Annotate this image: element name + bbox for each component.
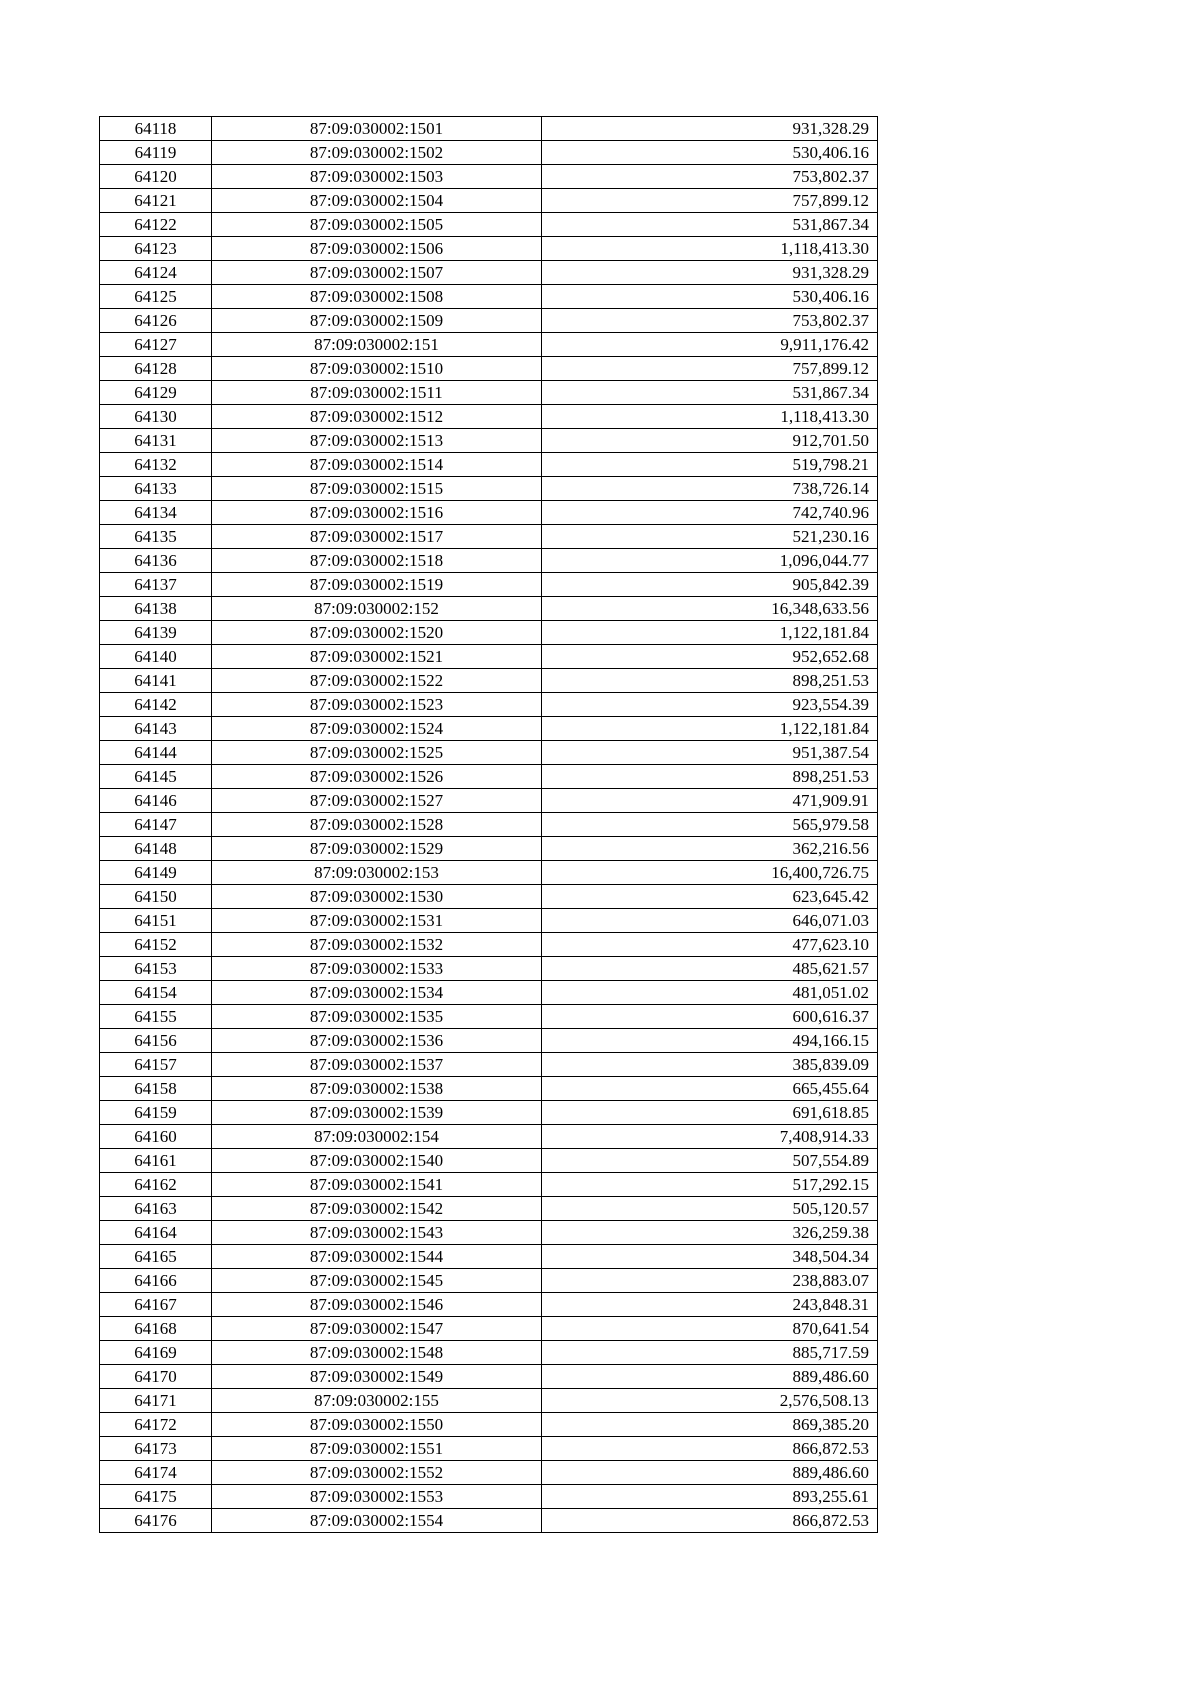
table-row (100, 381, 878, 405)
table-row (100, 981, 878, 1005)
table-row (100, 861, 878, 885)
value-cell: 481,051.02 (542, 981, 878, 1005)
cadastral-number-cell: 87:09:030002:1514 (212, 453, 542, 477)
cadastral-number-cell: 87:09:030002:1533 (212, 957, 542, 981)
cadastral-number-cell: 87:09:030002:1552 (212, 1461, 542, 1485)
row-index-cell: 64173 (100, 1437, 212, 1461)
table-row (100, 1461, 878, 1485)
value-cell: 531,867.34 (542, 213, 878, 237)
value-cell: 1,118,413.30 (542, 405, 878, 429)
table-row (100, 165, 878, 189)
table-row (100, 261, 878, 285)
row-index-cell: 64118 (100, 117, 212, 141)
cadastral-number-cell: 87:09:030002:1518 (212, 549, 542, 573)
table-row (100, 285, 878, 309)
value-cell: 665,455.64 (542, 1077, 878, 1101)
value-cell: 923,554.39 (542, 693, 878, 717)
row-index-cell: 64123 (100, 237, 212, 261)
row-index-cell: 64149 (100, 861, 212, 885)
row-index-cell: 64134 (100, 501, 212, 525)
value-cell: 326,259.38 (542, 1221, 878, 1245)
row-index-cell: 64174 (100, 1461, 212, 1485)
value-cell: 517,292.15 (542, 1173, 878, 1197)
row-index-cell: 64144 (100, 741, 212, 765)
table-row (100, 1437, 878, 1461)
row-index-cell: 64121 (100, 189, 212, 213)
table-row (100, 1101, 878, 1125)
table-row (100, 1077, 878, 1101)
table-row (100, 501, 878, 525)
table-row (100, 1365, 878, 1389)
value-cell: 738,726.14 (542, 477, 878, 501)
table-row (100, 189, 878, 213)
cadastral-number-cell: 87:09:030002:1501 (212, 117, 542, 141)
cadastral-number-cell: 87:09:030002:1553 (212, 1485, 542, 1509)
table-row (100, 1173, 878, 1197)
row-index-cell: 64156 (100, 1029, 212, 1053)
value-cell: 753,802.37 (542, 309, 878, 333)
value-cell: 757,899.12 (542, 357, 878, 381)
value-cell: 9,911,176.42 (542, 333, 878, 357)
table-row (100, 453, 878, 477)
row-index-cell: 64145 (100, 765, 212, 789)
value-cell: 600,616.37 (542, 1005, 878, 1029)
row-index-cell: 64170 (100, 1365, 212, 1389)
table-row (100, 1197, 878, 1221)
cadastral-number-cell: 87:09:030002:1536 (212, 1029, 542, 1053)
data-table (99, 116, 878, 1533)
row-index-cell: 64143 (100, 717, 212, 741)
cadastral-number-cell: 87:09:030002:1551 (212, 1437, 542, 1461)
cadastral-number-cell: 87:09:030002:1540 (212, 1149, 542, 1173)
table-row (100, 1053, 878, 1077)
cadastral-number-cell: 87:09:030002:1524 (212, 717, 542, 741)
cadastral-number-cell: 87:09:030002:1547 (212, 1317, 542, 1341)
cadastral-number-cell: 87:09:030002:1534 (212, 981, 542, 1005)
table-row (100, 717, 878, 741)
value-cell: 742,740.96 (542, 501, 878, 525)
row-index-cell: 64157 (100, 1053, 212, 1077)
table-row (100, 597, 878, 621)
row-index-cell: 64169 (100, 1341, 212, 1365)
table-row (100, 1485, 878, 1509)
cadastral-number-cell: 87:09:030002:1511 (212, 381, 542, 405)
table-row (100, 1029, 878, 1053)
table-row (100, 1317, 878, 1341)
row-index-cell: 64124 (100, 261, 212, 285)
value-cell: 889,486.60 (542, 1461, 878, 1485)
value-cell: 530,406.16 (542, 141, 878, 165)
row-index-cell: 64130 (100, 405, 212, 429)
row-index-cell: 64167 (100, 1293, 212, 1317)
cadastral-number-cell: 87:09:030002:1528 (212, 813, 542, 837)
row-index-cell: 64120 (100, 165, 212, 189)
table-row (100, 1509, 878, 1533)
cadastral-number-cell: 87:09:030002:1546 (212, 1293, 542, 1317)
row-index-cell: 64148 (100, 837, 212, 861)
cadastral-number-cell: 87:09:030002:1523 (212, 693, 542, 717)
table-row (100, 1341, 878, 1365)
cadastral-number-cell: 87:09:030002:1542 (212, 1197, 542, 1221)
row-index-cell: 64146 (100, 789, 212, 813)
value-cell: 16,348,633.56 (542, 597, 878, 621)
value-cell: 931,328.29 (542, 117, 878, 141)
value-cell: 912,701.50 (542, 429, 878, 453)
value-cell: 691,618.85 (542, 1101, 878, 1125)
value-cell: 952,652.68 (542, 645, 878, 669)
table-row (100, 477, 878, 501)
row-index-cell: 64168 (100, 1317, 212, 1341)
cadastral-number-cell: 87:09:030002:1541 (212, 1173, 542, 1197)
table-row (100, 357, 878, 381)
cadastral-number-cell: 87:09:030002:1507 (212, 261, 542, 285)
cadastral-number-cell: 87:09:030002:1532 (212, 933, 542, 957)
row-index-cell: 64160 (100, 1125, 212, 1149)
row-index-cell: 64147 (100, 813, 212, 837)
table-row (100, 1269, 878, 1293)
row-index-cell: 64129 (100, 381, 212, 405)
row-index-cell: 64142 (100, 693, 212, 717)
cadastral-number-cell: 87:09:030002:1521 (212, 645, 542, 669)
value-cell: 893,255.61 (542, 1485, 878, 1509)
row-index-cell: 64159 (100, 1101, 212, 1125)
value-cell: 471,909.91 (542, 789, 878, 813)
cadastral-number-cell: 87:09:030002:1549 (212, 1365, 542, 1389)
row-index-cell: 64164 (100, 1221, 212, 1245)
value-cell: 1,096,044.77 (542, 549, 878, 573)
row-index-cell: 64138 (100, 597, 212, 621)
cadastral-number-cell: 87:09:030002:1512 (212, 405, 542, 429)
row-index-cell: 64158 (100, 1077, 212, 1101)
value-cell: 869,385.20 (542, 1413, 878, 1437)
cadastral-number-cell: 87:09:030002:1529 (212, 837, 542, 861)
value-cell: 905,842.39 (542, 573, 878, 597)
cadastral-number-cell: 87:09:030002:1513 (212, 429, 542, 453)
cadastral-number-cell: 87:09:030002:1535 (212, 1005, 542, 1029)
row-index-cell: 64151 (100, 909, 212, 933)
cadastral-number-cell: 87:09:030002:1506 (212, 237, 542, 261)
cadastral-number-cell: 87:09:030002:1543 (212, 1221, 542, 1245)
table-row (100, 693, 878, 717)
row-index-cell: 64150 (100, 885, 212, 909)
cadastral-number-cell: 87:09:030002:1517 (212, 525, 542, 549)
value-cell: 477,623.10 (542, 933, 878, 957)
table-row (100, 117, 878, 141)
value-cell: 870,641.54 (542, 1317, 878, 1341)
row-index-cell: 64163 (100, 1197, 212, 1221)
cadastral-number-cell: 87:09:030002:152 (212, 597, 542, 621)
value-cell: 1,122,181.84 (542, 717, 878, 741)
row-index-cell: 64153 (100, 957, 212, 981)
value-cell: 623,645.42 (542, 885, 878, 909)
cadastral-number-cell: 87:09:030002:1509 (212, 309, 542, 333)
row-index-cell: 64155 (100, 1005, 212, 1029)
cadastral-number-cell: 87:09:030002:1516 (212, 501, 542, 525)
table-row (100, 429, 878, 453)
value-cell: 757,899.12 (542, 189, 878, 213)
table-row (100, 1221, 878, 1245)
table-row (100, 645, 878, 669)
value-cell: 2,576,508.13 (542, 1389, 878, 1413)
row-index-cell: 64171 (100, 1389, 212, 1413)
row-index-cell: 64136 (100, 549, 212, 573)
value-cell: 519,798.21 (542, 453, 878, 477)
row-index-cell: 64133 (100, 477, 212, 501)
cadastral-number-cell: 87:09:030002:1526 (212, 765, 542, 789)
cadastral-number-cell: 87:09:030002:151 (212, 333, 542, 357)
table-row (100, 1413, 878, 1437)
row-index-cell: 64132 (100, 453, 212, 477)
value-cell: 362,216.56 (542, 837, 878, 861)
value-cell: 505,120.57 (542, 1197, 878, 1221)
cadastral-number-cell: 87:09:030002:1531 (212, 909, 542, 933)
cadastral-number-cell: 87:09:030002:1504 (212, 189, 542, 213)
cadastral-number-cell: 87:09:030002:1527 (212, 789, 542, 813)
table-row (100, 909, 878, 933)
value-cell: 866,872.53 (542, 1437, 878, 1461)
value-cell: 1,118,413.30 (542, 237, 878, 261)
table-row (100, 789, 878, 813)
cadastral-number-cell: 87:09:030002:1520 (212, 621, 542, 645)
row-index-cell: 64152 (100, 933, 212, 957)
row-index-cell: 64154 (100, 981, 212, 1005)
table-row (100, 1293, 878, 1317)
table-row (100, 621, 878, 645)
row-index-cell: 64135 (100, 525, 212, 549)
cadastral-number-cell: 87:09:030002:1530 (212, 885, 542, 909)
value-cell: 898,251.53 (542, 765, 878, 789)
value-cell: 243,848.31 (542, 1293, 878, 1317)
row-index-cell: 64126 (100, 309, 212, 333)
row-index-cell: 64166 (100, 1269, 212, 1293)
row-index-cell: 64122 (100, 213, 212, 237)
table-row (100, 1125, 878, 1149)
table-row (100, 309, 878, 333)
table-row (100, 573, 878, 597)
row-index-cell: 64125 (100, 285, 212, 309)
value-cell: 530,406.16 (542, 285, 878, 309)
cadastral-number-cell: 87:09:030002:153 (212, 861, 542, 885)
cadastral-number-cell: 87:09:030002:1548 (212, 1341, 542, 1365)
row-index-cell: 64131 (100, 429, 212, 453)
value-cell: 951,387.54 (542, 741, 878, 765)
cadastral-number-cell: 87:09:030002:1544 (212, 1245, 542, 1269)
table-row (100, 837, 878, 861)
value-cell: 385,839.09 (542, 1053, 878, 1077)
table-row (100, 237, 878, 261)
value-cell: 485,621.57 (542, 957, 878, 981)
row-index-cell: 64128 (100, 357, 212, 381)
cadastral-number-cell: 87:09:030002:1519 (212, 573, 542, 597)
value-cell: 889,486.60 (542, 1365, 878, 1389)
cadastral-number-cell: 87:09:030002:1505 (212, 213, 542, 237)
value-cell: 521,230.16 (542, 525, 878, 549)
table-row (100, 1005, 878, 1029)
table-body (100, 117, 878, 1533)
row-index-cell: 64119 (100, 141, 212, 165)
value-cell: 565,979.58 (542, 813, 878, 837)
row-index-cell: 64176 (100, 1509, 212, 1533)
row-index-cell: 64175 (100, 1485, 212, 1509)
row-index-cell: 64141 (100, 669, 212, 693)
row-index-cell: 64139 (100, 621, 212, 645)
row-index-cell: 64161 (100, 1149, 212, 1173)
row-index-cell: 64127 (100, 333, 212, 357)
value-cell: 931,328.29 (542, 261, 878, 285)
row-index-cell: 64140 (100, 645, 212, 669)
value-cell: 507,554.89 (542, 1149, 878, 1173)
value-cell: 753,802.37 (542, 165, 878, 189)
table-row (100, 1389, 878, 1413)
table-row (100, 333, 878, 357)
cadastral-number-cell: 87:09:030002:1508 (212, 285, 542, 309)
value-cell: 494,166.15 (542, 1029, 878, 1053)
cadastral-number-cell: 87:09:030002:1503 (212, 165, 542, 189)
table-row (100, 141, 878, 165)
value-cell: 7,408,914.33 (542, 1125, 878, 1149)
table-row (100, 1149, 878, 1173)
row-index-cell: 64137 (100, 573, 212, 597)
value-cell: 898,251.53 (542, 669, 878, 693)
cadastral-number-cell: 87:09:030002:1554 (212, 1509, 542, 1533)
table-row (100, 525, 878, 549)
value-cell: 1,122,181.84 (542, 621, 878, 645)
table-row (100, 933, 878, 957)
value-cell: 238,883.07 (542, 1269, 878, 1293)
cadastral-number-cell: 87:09:030002:1550 (212, 1413, 542, 1437)
value-cell: 885,717.59 (542, 1341, 878, 1365)
table-row (100, 1245, 878, 1269)
cadastral-number-cell: 87:09:030002:1522 (212, 669, 542, 693)
cadastral-number-cell: 87:09:030002:155 (212, 1389, 542, 1413)
table-row (100, 213, 878, 237)
cadastral-number-cell: 87:09:030002:1525 (212, 741, 542, 765)
cadastral-number-cell: 87:09:030002:1537 (212, 1053, 542, 1077)
row-index-cell: 64165 (100, 1245, 212, 1269)
cadastral-number-cell: 87:09:030002:154 (212, 1125, 542, 1149)
row-index-cell: 64162 (100, 1173, 212, 1197)
cadastral-number-cell: 87:09:030002:1539 (212, 1101, 542, 1125)
table-row (100, 405, 878, 429)
cadastral-number-cell: 87:09:030002:1545 (212, 1269, 542, 1293)
row-index-cell: 64172 (100, 1413, 212, 1437)
cadastral-number-cell: 87:09:030002:1502 (212, 141, 542, 165)
value-cell: 348,504.34 (542, 1245, 878, 1269)
table-row (100, 765, 878, 789)
value-cell: 16,400,726.75 (542, 861, 878, 885)
cadastral-number-cell: 87:09:030002:1510 (212, 357, 542, 381)
table-row (100, 741, 878, 765)
cadastral-number-cell: 87:09:030002:1538 (212, 1077, 542, 1101)
value-cell: 646,071.03 (542, 909, 878, 933)
table-row (100, 549, 878, 573)
table-row (100, 669, 878, 693)
value-cell: 866,872.53 (542, 1509, 878, 1533)
table-row (100, 957, 878, 981)
value-cell: 531,867.34 (542, 381, 878, 405)
table-row (100, 885, 878, 909)
cadastral-number-cell: 87:09:030002:1515 (212, 477, 542, 501)
table-row (100, 813, 878, 837)
